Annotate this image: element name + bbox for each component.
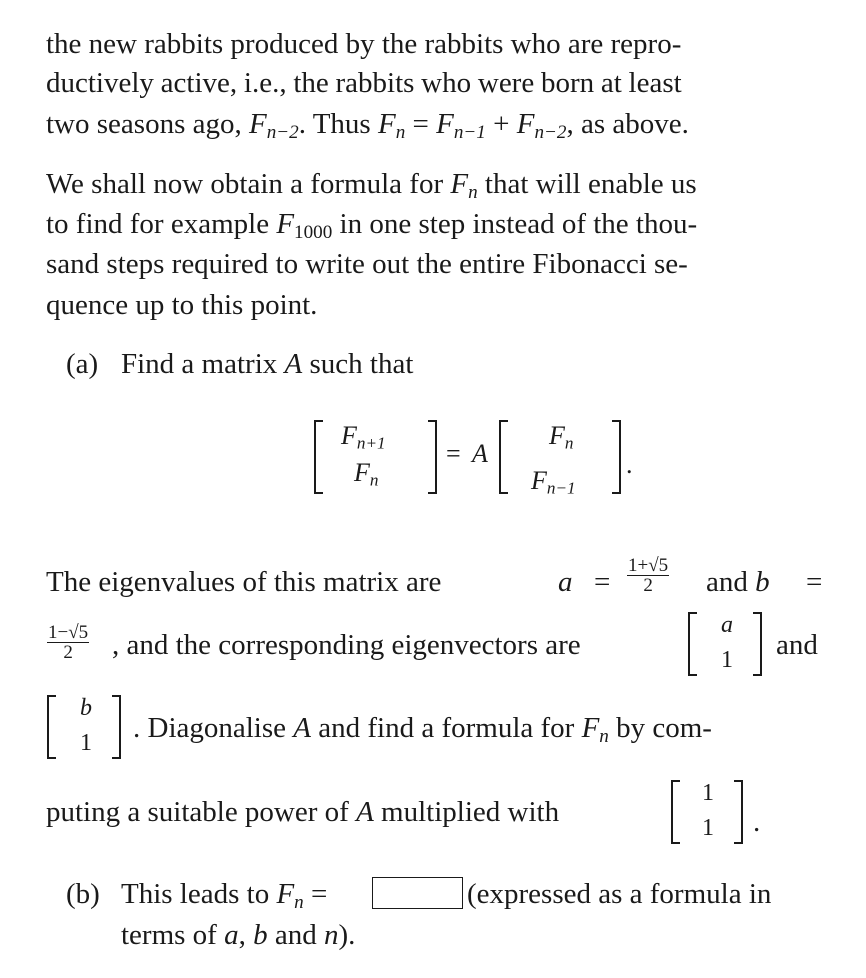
vec-a-left-bracket (688, 612, 697, 676)
answer-input[interactable] (372, 877, 463, 909)
eigen-and: and (776, 629, 818, 661)
part-b-line2: terms of a, b and n). (121, 919, 356, 951)
vec-a-bottom: 1 (721, 647, 733, 673)
matrix-a: A (472, 439, 488, 468)
para2-line3: sand steps required to write out the entire Fibonacci se- (46, 248, 688, 280)
vec-one-left-bracket (671, 780, 680, 844)
eigen-equals-a: = (594, 566, 611, 598)
rhs-left-bracket (499, 420, 508, 494)
part-b-text: This leads to $F_n$ = (121, 878, 328, 913)
fraction-b: $\frac{1-√5}{2}$ (48, 622, 89, 663)
para1-line2: ductively active, i.e., the rabbits who were born at least (46, 67, 682, 99)
eigen-equals-b: = (806, 566, 823, 598)
para2-line1: We shall now obtain a formula for $F_n$ that will enable us (46, 168, 697, 203)
equation-period: . (626, 450, 633, 479)
para1-line1: the new rabbits produced by the rabbits who are repro- (46, 28, 682, 60)
part-b-label: (b) (66, 878, 100, 910)
vec-b-right-bracket (112, 695, 121, 759)
lhs-bottom-entry: $F_n$ (354, 458, 379, 490)
vec-b-left-bracket (47, 695, 56, 759)
para2-line4: quence up to this point. (46, 289, 318, 321)
para2-line2: to find for example $F_{1000}$ in one step instead of the thou- (46, 208, 698, 243)
rhs-top-entry: $F_n$ (549, 421, 574, 453)
eigen-line4: puting a suitable power of A multiplied with (46, 796, 560, 828)
vec-one-bottom: 1 (702, 815, 714, 841)
eigen-and-b: and b (706, 566, 770, 598)
part-a-text: Find a matrix A such that (121, 348, 414, 380)
eigen-a: a (558, 566, 573, 598)
rhs-bottom-entry: $F_{n-1}$ (531, 466, 576, 498)
lhs-left-bracket (314, 420, 323, 494)
part-b-text-b: (expressed as a formula in (467, 878, 772, 910)
lhs-top-entry: $F_{n+1}$ (341, 421, 386, 453)
fraction-a: $\frac{1+√5}{2}$ (628, 555, 669, 596)
vec-b-bottom: 1 (80, 730, 92, 756)
eigen-line2: , and the corresponding eigenvectors are (112, 629, 581, 661)
rhs-right-bracket (612, 420, 621, 494)
equals-sign: = (446, 439, 461, 468)
vec-b-top: b (80, 695, 92, 721)
eigen-line1: The eigenvalues of this matrix are (46, 566, 442, 598)
vec-one-period: . (753, 806, 761, 838)
vec-a-right-bracket (753, 612, 762, 676)
part-a-label: (a) (66, 348, 99, 380)
para1-line3: two seasons ago, $F_{n-2}$. Thus $F_n = F_{n-1} + F_{n-2}$, as above. (46, 108, 689, 143)
vec-one-top: 1 (702, 780, 714, 806)
vec-a-top: a (721, 612, 733, 638)
eigen-line3: . Diagonalise A and find a formula for $F_n$ by com- (133, 712, 712, 747)
vec-one-right-bracket (734, 780, 743, 844)
lhs-right-bracket (428, 420, 437, 494)
